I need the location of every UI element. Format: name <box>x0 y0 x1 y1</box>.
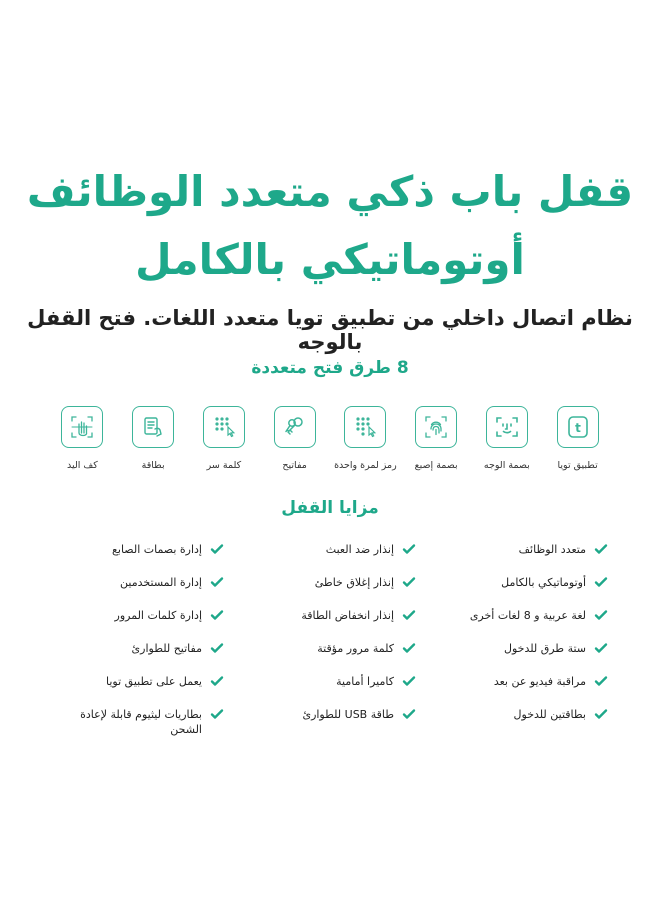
feature-item <box>436 542 608 575</box>
feature-text: طاقة USB للطوارئ <box>302 708 394 721</box>
features-column-1 <box>436 542 608 740</box>
method-face <box>472 406 543 471</box>
feature-item <box>244 674 416 707</box>
feature-text: إنذار ضد العبث <box>325 543 394 556</box>
feature-text: إنذار إغلاق خاطئ <box>314 576 394 589</box>
feature-item <box>52 707 224 740</box>
check-icon <box>210 707 224 721</box>
method-tuya-app <box>542 406 613 471</box>
check-icon <box>402 674 416 688</box>
feature-text: أوتوماتيكي بالكامل <box>501 576 586 589</box>
title-line-2: أوتوماتيكي بالكامل <box>135 235 525 284</box>
feature-item <box>52 608 224 641</box>
feature-text: بطاقتين للدخول <box>513 708 586 721</box>
feature-item <box>52 674 224 707</box>
check-icon <box>402 542 416 556</box>
method-palm <box>47 406 118 471</box>
feature-text: لغة عربية و 8 لغات أخرى <box>469 609 586 622</box>
method-label: رمز لمرة واحدة <box>334 460 397 471</box>
fingerprint-icon <box>415 406 457 448</box>
feature-item <box>52 575 224 608</box>
check-icon <box>594 674 608 688</box>
method-label: بطاقة <box>141 460 165 471</box>
method-label: بصمة الوجه <box>483 460 530 471</box>
face-id-icon <box>486 406 528 448</box>
feature-item <box>436 575 608 608</box>
features-grid <box>52 542 608 740</box>
feature-text: كاميرا أمامية <box>336 675 394 688</box>
svg-text:t: t <box>574 421 581 435</box>
method-label: مفاتيح <box>282 460 307 471</box>
unlock-methods-row <box>47 406 613 471</box>
feature-item <box>244 707 416 740</box>
check-icon <box>210 542 224 556</box>
check-icon <box>594 707 608 721</box>
features-column-3 <box>52 542 224 740</box>
feature-item <box>244 542 416 575</box>
check-icon <box>210 608 224 622</box>
feature-text: ستة طرق للدخول <box>503 642 586 655</box>
method-fingerprint <box>401 406 472 471</box>
keypad-icon <box>203 406 245 448</box>
features-title: مزايا القفل <box>281 498 379 518</box>
check-icon <box>594 575 608 589</box>
check-icon <box>402 641 416 655</box>
palm-scan-icon <box>61 406 103 448</box>
check-icon <box>594 608 608 622</box>
subtitle: نظام اتصال داخلي من تطبيق تويا متعدد اللغات. فتح القفل بالوجه <box>27 306 633 354</box>
one-time-code-icon <box>344 406 386 448</box>
feature-text: مفاتيح للطوارئ <box>131 642 202 655</box>
feature-text: يعمل على تطبيق تويا <box>106 675 202 688</box>
features-column-2 <box>244 542 416 740</box>
feature-item <box>436 608 608 641</box>
title-line-1: قفل باب ذكي متعدد الوظائف <box>26 167 634 216</box>
method-label: بصمة إصبع <box>414 460 458 471</box>
feature-text: بطاريات ليثيوم قابلة لإعادة الشحن <box>80 708 202 736</box>
card-icon <box>132 406 174 448</box>
check-icon <box>210 674 224 688</box>
feature-text: إنذار انخفاض الطاقة <box>301 609 394 622</box>
check-icon <box>210 575 224 589</box>
feature-item <box>52 542 224 575</box>
method-label: كلمة سر <box>206 460 242 471</box>
method-keys <box>259 406 330 471</box>
method-label: كف اليد <box>67 460 98 471</box>
unlock-methods-title: 8 طرق فتح متعددة <box>251 358 409 378</box>
check-icon <box>402 707 416 721</box>
feature-item <box>52 641 224 674</box>
check-icon <box>594 542 608 556</box>
tuya-app-icon <box>557 406 599 448</box>
check-icon <box>402 608 416 622</box>
feature-text: كلمة مرور مؤقتة <box>317 642 394 655</box>
feature-text: إدارة المستخدمين <box>120 576 202 589</box>
feature-item <box>244 575 416 608</box>
feature-item <box>436 641 608 674</box>
feature-item <box>244 608 416 641</box>
method-label: تطبيق تويا <box>557 460 598 471</box>
feature-text: إدارة بصمات الصابع <box>112 543 202 556</box>
feature-item <box>436 674 608 707</box>
feature-text: متعدد الوظائف <box>518 543 586 556</box>
check-icon <box>210 641 224 655</box>
feature-item <box>436 707 608 740</box>
feature-text: مراقبة فيديو عن بعد <box>493 675 586 688</box>
feature-text: إدارة كلمات المرور <box>114 609 202 622</box>
keys-icon <box>274 406 316 448</box>
check-icon <box>594 641 608 655</box>
check-icon <box>402 575 416 589</box>
method-keypad <box>189 406 260 471</box>
method-card <box>118 406 189 471</box>
feature-item <box>244 641 416 674</box>
method-one-time-code <box>330 406 401 471</box>
